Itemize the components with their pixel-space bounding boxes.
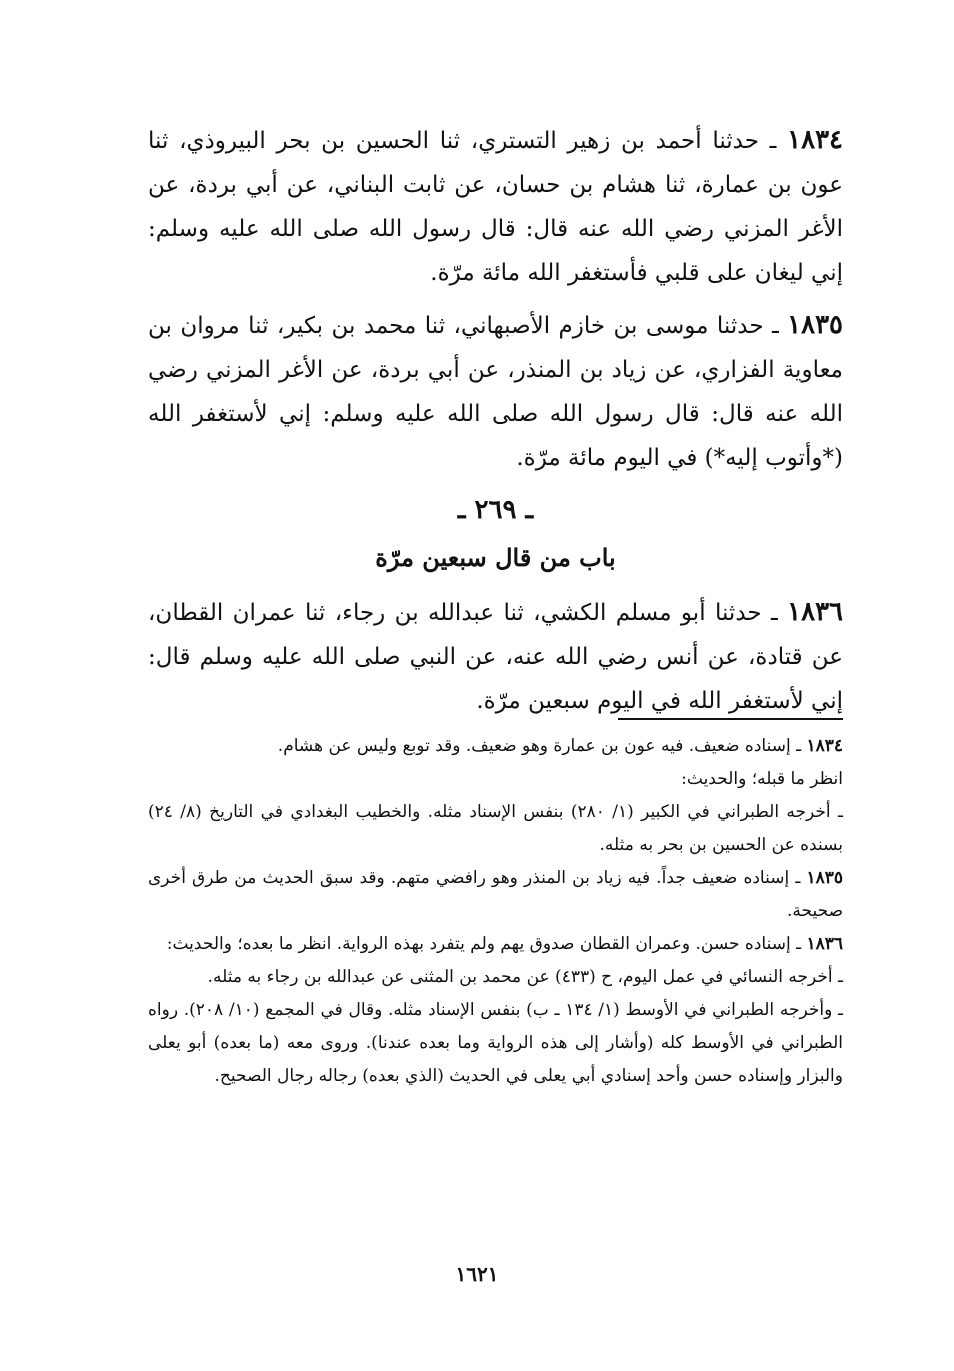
hadith-text: ـ حدثنا أحمد بن زهير التستري، ثنا الحسين بن بحر البيروذي، ثنا عون بن عمارة، ثنا هشام بن حسان، عن ثابت البناني، عن أبي بردة، عن الأغر المزني رضي الله عنه قال: قال رسول الله صلى الله عليه وسلم: إني ليغان على قلبي فأستغفر الله مائة مرّة. xyxy=(148,128,843,286)
page-number: ١٦٢١ xyxy=(455,1262,499,1286)
chapter-number: ـ ٢٦٩ ـ xyxy=(457,495,534,525)
footnote-line: ـ أخرجه الطبراني في الكبير (١/ ٢٨٠) بنفس الإسناد مثله. والخطيب البغدادي في التاريخ (٨/ ٢٤) بسنده عن الحسين بن بحر به مثله. xyxy=(148,802,844,855)
footnote-number: ١٨٣٦ xyxy=(806,934,843,954)
footnote-line: ـ أخرجه النسائي في عمل اليوم، ح (٤٣٣) عن محمد بن المثنى عن عبدالله بن رجاء به مثله. xyxy=(207,967,843,987)
footnote-text: ـ إسناده ضعيف. فيه عون بن عمارة وهو ضعيف. وقد توبع وليس عن هشام. xyxy=(277,736,807,756)
hadith-1836 xyxy=(148,590,843,723)
footnote-1836 xyxy=(148,928,843,961)
footnote-number: ١٨٣٤ xyxy=(806,736,843,756)
hadith-1835 xyxy=(148,303,843,480)
chapter-title: باب من قال سبعين مرّة xyxy=(375,543,616,572)
footnote-text: ـ إسناده حسن. وعمران القطان صدوق يهم ولم يتفرد بهذه الرواية. انظر ما بعده؛ والحديث: xyxy=(166,934,807,954)
footnote-number: ١٨٣٥ xyxy=(806,868,843,888)
footnote-line: انظر ما قبله؛ والحديث: xyxy=(681,769,843,789)
hadith-1834 xyxy=(148,118,843,295)
hadith-text: ـ حدثنا موسى بن خازم الأصبهاني، ثنا محمد بن بكير، ثنا مروان بن معاوية الفزاري، عن زياد بن المنذر، عن أبي بردة، عن الأغر المزني رضي الله عنه قال: قال رسول الله صلى الله عليه وسلم: إني لأستغفر الله (*وأتوب إليه*) في اليوم مائة مرّة. xyxy=(148,313,843,471)
footnote-1835 xyxy=(148,862,843,928)
main-text xyxy=(148,118,843,731)
hadith-number: ١٨٣٥ xyxy=(787,310,843,340)
footnote-divider xyxy=(618,718,843,720)
hadith-text: ـ حدثنا أبو مسلم الكشي، ثنا عبدالله بن رجاء، ثنا عمران القطان، عن قتادة، عن أنس رضي الله عنه، عن النبي صلى الله عليه وسلم قال: إني لأستغفر الله في اليوم سبعين مرّة. xyxy=(148,600,843,714)
footnote-line: ـ وأخرجه الطبراني في الأوسط (١/ ١٣٤ ـ ب) بنفس الإسناد مثله. وقال في المجمع (١٠/ ٢٠٨). رواه الطبراني في الأوسط كله (وأشار إلى هذه الرواية وما بعده عندنا). وروى معه (ما بعده) أبو يعلى والبزار وإسناده حسن وأحد إسنادي أبي يعلى في الحديث (الذي بعده) رجاله رجال الصحيح. xyxy=(148,1000,843,1086)
footnote-1834 xyxy=(148,730,843,763)
hadith-number: ١٨٣٤ xyxy=(787,125,843,155)
footnotes xyxy=(148,730,843,1093)
hadith-number: ١٨٣٦ xyxy=(787,597,843,627)
footnote-text: ـ إسناده ضعيف جداً. فيه زياد بن المنذر وهو رافضي متهم. وقد سبق الحديث من طرق أخرى صحيحة. xyxy=(148,868,843,921)
